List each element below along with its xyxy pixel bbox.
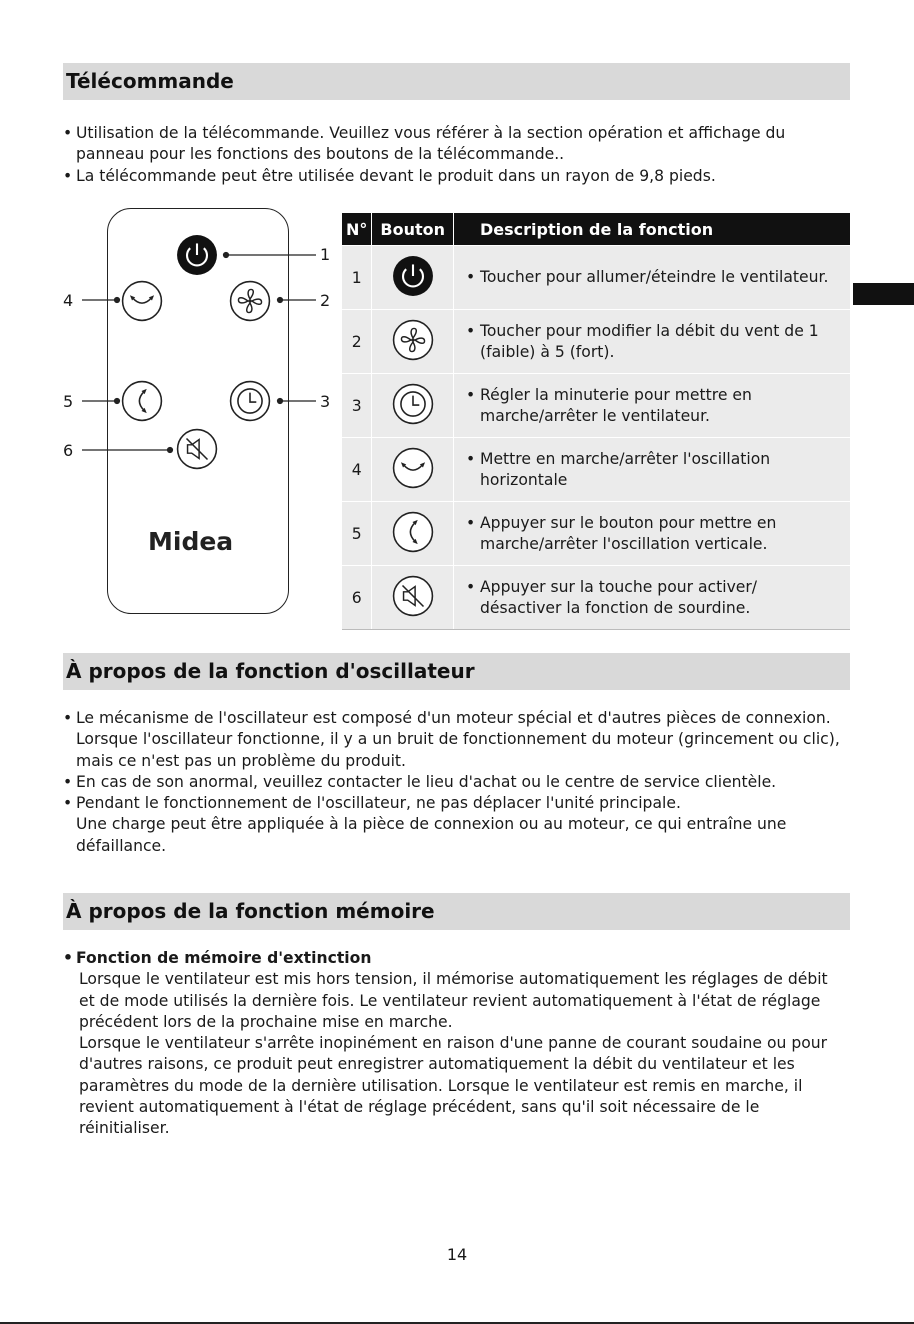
remote-vertical-oscillation-icon[interactable] bbox=[121, 380, 163, 422]
row-description: • Appuyer sur le bouton pour mettre en marche/arrêter l'oscillation verticale. bbox=[466, 513, 840, 555]
table-row bbox=[342, 246, 850, 310]
fan-speed-icon bbox=[392, 319, 434, 361]
section-header-memoire bbox=[63, 893, 850, 930]
callout-label: 6 bbox=[63, 441, 74, 460]
row-number: 1 bbox=[342, 246, 372, 310]
memory-paragraph: Lorsque le ventilateur s'arrête inopinément en raison d'une panne de courant soudaine ou pour d'autres raisons, ce produit peut enregistrer automatiquement la débit du ventilateur et les paramètres du mode de la dernière utilisation. Lorsque le ventilateur est remis en marche, il revient automatiquement à l'état de réglage précédent, sans qu'il soit nécessaire de le réinitialiser. bbox=[79, 1034, 828, 1138]
table-row bbox=[342, 310, 850, 374]
row-description: • Toucher pour allumer/éteindre le ventilateur. bbox=[466, 267, 840, 288]
memory-section bbox=[63, 948, 843, 1140]
brand-logo: Midea bbox=[148, 527, 234, 556]
memory-paragraph: Lorsque le ventilateur est mis hors tension, il mémorise automatiquement les réglages de débit et de mode utilisés la dernière fois. Le ventilateur revient automatiquement à l'état de réglage précédent lors de la prochaine mise en marche. bbox=[79, 970, 828, 1031]
timer-icon bbox=[392, 383, 434, 425]
table-row bbox=[342, 438, 850, 502]
callout-label: 5 bbox=[63, 392, 74, 411]
section-title: À propos de la fonction d'oscillateur bbox=[66, 659, 475, 683]
remote-timer-icon[interactable] bbox=[229, 380, 271, 422]
section-header-telecommande bbox=[63, 63, 850, 100]
table-row bbox=[342, 502, 850, 566]
bullet-item: • La télécommande peut être utilisée devant le produit dans un rayon de 9,8 pieds. bbox=[63, 166, 853, 187]
side-tab-marker bbox=[853, 283, 914, 305]
power-icon bbox=[392, 255, 434, 297]
callout-label: 4 bbox=[63, 291, 74, 310]
callout-label: 2 bbox=[320, 291, 331, 310]
section-title: À propos de la fonction mémoire bbox=[66, 899, 435, 923]
remote-callout-lines bbox=[0, 200, 340, 490]
bullet-item: • Utilisation de la télécommande. Veuillez vous référer à la section opération et affichage du panneau pour les fonctions des boutons de la télécommande.. bbox=[63, 123, 853, 166]
row-number: 6 bbox=[342, 566, 372, 630]
col-header-description: Description de la fonction bbox=[454, 213, 851, 246]
intro-bullets bbox=[63, 123, 853, 187]
horizontal-oscillation-icon bbox=[392, 447, 434, 489]
table-row bbox=[342, 374, 850, 438]
mute-icon bbox=[392, 575, 434, 617]
row-description: • Appuyer sur la touche pour activer/ désactiver la fonction de sourdine. bbox=[466, 577, 840, 619]
remote-horizontal-oscillation-icon[interactable] bbox=[121, 280, 163, 322]
bullet-item: • Pendant le fonctionnement de l'oscillateur, ne pas déplacer l'unité principale. bbox=[63, 793, 853, 814]
oscillator-bullets bbox=[63, 708, 853, 857]
section-title: Télécommande bbox=[66, 69, 234, 93]
callout-label: 3 bbox=[320, 392, 331, 411]
row-description: • Toucher pour modifier la débit du vent de 1 (faible) à 5 (fort). bbox=[466, 321, 840, 363]
memory-subtitle: • Fonction de mémoire d'extinction bbox=[63, 948, 843, 969]
callout-label: 1 bbox=[320, 245, 331, 264]
remote-fan-speed-icon[interactable] bbox=[229, 280, 271, 322]
row-number: 5 bbox=[342, 502, 372, 566]
row-description: • Régler la minuterie pour mettre en marche/arrêter le ventilateur. bbox=[466, 385, 840, 427]
row-number: 4 bbox=[342, 438, 372, 502]
remote-power-icon[interactable] bbox=[176, 234, 218, 276]
page-number: 14 bbox=[446, 1245, 468, 1264]
table-row bbox=[342, 566, 850, 630]
section-header-oscillateur bbox=[63, 653, 850, 690]
col-header-button: Bouton bbox=[372, 213, 454, 246]
vertical-oscillation-icon bbox=[392, 511, 434, 553]
bullet-item: • En cas de son anormal, veuillez contacter le lieu d'achat ou le centre de service clientèle. bbox=[63, 772, 853, 793]
bullet-item: • Le mécanisme de l'oscillateur est composé d'un moteur spécial et d'autres pièces de connexion. Lorsque l'oscillateur fonctionne, il y a un bruit de fonctionnement du moteur (grincement ou clic), mais ce n'est pas un problème du produit. bbox=[63, 708, 853, 772]
button-function-table bbox=[342, 213, 850, 630]
bullet-continuation: Une charge peut être appliquée à la pièce de connexion ou au moteur, ce qui entraîne une défaillance. bbox=[76, 815, 787, 855]
remote-mute-icon[interactable] bbox=[176, 428, 218, 470]
col-header-number: N° bbox=[342, 213, 372, 246]
row-description: • Mettre en marche/arrêter l'oscillation horizontale bbox=[466, 449, 840, 491]
row-number: 3 bbox=[342, 374, 372, 438]
row-number: 2 bbox=[342, 310, 372, 374]
